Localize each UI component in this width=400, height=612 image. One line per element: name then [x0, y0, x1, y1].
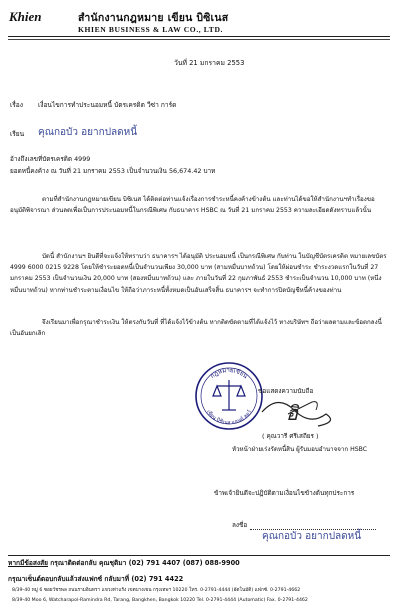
seal-text-top: กฎหมายเขียน — [209, 366, 249, 381]
subject-value: เงื่อนไขการทำประนอมหนี้ บัตรเครดิต วีซ่า การ์ด — [38, 101, 177, 109]
footer-rule — [8, 555, 390, 556]
reference-card-number: อ้างถึงเลขที่บัตรเครดิต 4999 — [10, 155, 91, 163]
subject-label: เรื่อง — [10, 101, 23, 109]
footer-contact-text: กรุณาติดต่อกลับ คุณชุติมา (02) 791 4407 (087) 088-9900 — [48, 559, 240, 567]
letter-date: วันที่ 21 มกราคม 2553 — [174, 59, 245, 67]
attention-name: คุณกอบัว อยากปลดหนี้ — [38, 127, 138, 138]
footer-contact — [8, 560, 240, 568]
acknowledgement-text: ข้าพเจ้ายินดีจะปฏิบัติตามเงื่อนไขข้างต้นทุกประการ — [214, 489, 355, 497]
signature-stamp-text: ขอแสดงความนับถือ — [258, 387, 314, 395]
footer-contact-label: หากมีข้อสงสัย — [8, 559, 48, 567]
signature-line — [250, 523, 376, 530]
footer-fax-notice: กรุณาเซ็นต์ตอบกลับแล้วส่งแฟกซ์ กลับมาที่ (02) 791 4422 — [8, 575, 184, 583]
attention-label: เรียน — [10, 130, 25, 138]
header-rule-thin — [8, 39, 390, 40]
signatory-name: ( คุณวารี ศรีเสถียร ) — [262, 432, 319, 440]
body-paragraph-3: จึงเรียนมาเพื่อกรุณาชำระเงิน ให้ตรงกับวันที่ ที่ได้แจ้งไว้ข้างต้น หากติดขัดตามที่ได้แจ้งไว้ ทางบริษัทฯ ถือว่าผลตามและข้อตกลงนี้เป็นอันยกเลิก — [10, 319, 382, 338]
firm-name-en: KHIEN BUSINESS & LAW CO., LTD. — [78, 25, 224, 34]
customer-name: คุณกอบัว อยากปลดหนี้ — [262, 531, 362, 542]
signatory-title: หัวหน้าฝ่ายเร่งรัดหนี้สิน ผู้รับมอบอำนาจจาก HSBC — [232, 446, 368, 453]
svg-text:กฎหมายเขียน — [209, 367, 248, 380]
body-paragraph-1: ตามที่สำนักงานกฎหมายเขียน บิซิเนส ได้ติดต่อท่านแจ้งเรื่องการชำระหนี้คงค้างข้างต้น และท่านได้ขอให้สำนักงานฯทำเรื่องขออนุมัติพิจารณา ส่วนลดเพื่อเป็นการประนอมหนี้ในกรณีพิเศษ กับธนาคาร HSBC ณ วันที่ 21 มกราคม 2553 ความละเอียดดังทราบแล้วนั้น — [10, 196, 375, 215]
logo-text: Khien — [9, 9, 42, 24]
footer-address-th: 8/39-40 หมู่ 6 ซอยวัชรพล ถนนรามอินทรา แขวงท่าแร้ง เขตบางเขน กรุงเทพฯ 10220 โทร. 0-2791-4444 (อัตโนมัติ) แฟกซ์. 0-2791-4662 — [12, 588, 301, 593]
customer-sign-label: ลงชื่อ — [232, 521, 248, 529]
footer-address-en: 8/39-40 Moo 6, Watcharapol-Ramindra Rd, Tarang, Bangkhen, Bangkok 10220 Tel. 0-2791-4444 (Automatic) Fax. 0-2791-4462 — [12, 598, 308, 603]
seal-text-bottom: เขียน บิซิเนส แอนด์ ลอว์ — [205, 409, 253, 427]
reference-balance: ยอดหนี้คงค้าง ณ วันที่ 21 มกราคม 2553 เป็นจำนวนเงิน 56,674.42 บาท — [10, 167, 216, 175]
firm-name-th: สำนักงานกฎหมาย เขียน บิซิเนส — [78, 12, 229, 24]
header-rule — [8, 36, 390, 37]
signature-mark-text: อิ — [286, 401, 299, 425]
signature — [228, 384, 378, 434]
khien-logo — [8, 8, 58, 26]
body-paragraph-2: บัดนี้ สำนักงานฯ ยินดีที่จะแจ้งให้ทราบว่า ธนาคารฯ ได้อนุมัติ ประนอมหนี้ เป็นกรณีพิเศษ กับท่าน ในบัญชีบัตรเครดิต หมายเลขบัตร 4999 6000 0215 9228 โดยให้ชำระยอดหนี้เป็นจำนวนเพียง 30,000 บาท (สามหมื่นบาทถ้วน) โดยให้ผ่อนชำระ ชำระงวดแรกในวันที่ 27 มกราคม 2553 เป็นจำนวนเงิน 20,000 บาท (สองหมื่นบาทถ้วน) และ ภายในวันที่ 22 กุมภาพันธ์ 2553 ชำระเป็นจำนวน 10,000 บาท (หนึ่งหมื่นบาทถ้วน) หากท่านชำระตามเงื่อนไข ให้ถือว่าภาระหนี้ทั้งหมดเป็นอันเสร็จสิ้น ธนาคารฯ จะทำการปิดบัญชีหนี้ค้างของท่าน — [10, 253, 387, 294]
